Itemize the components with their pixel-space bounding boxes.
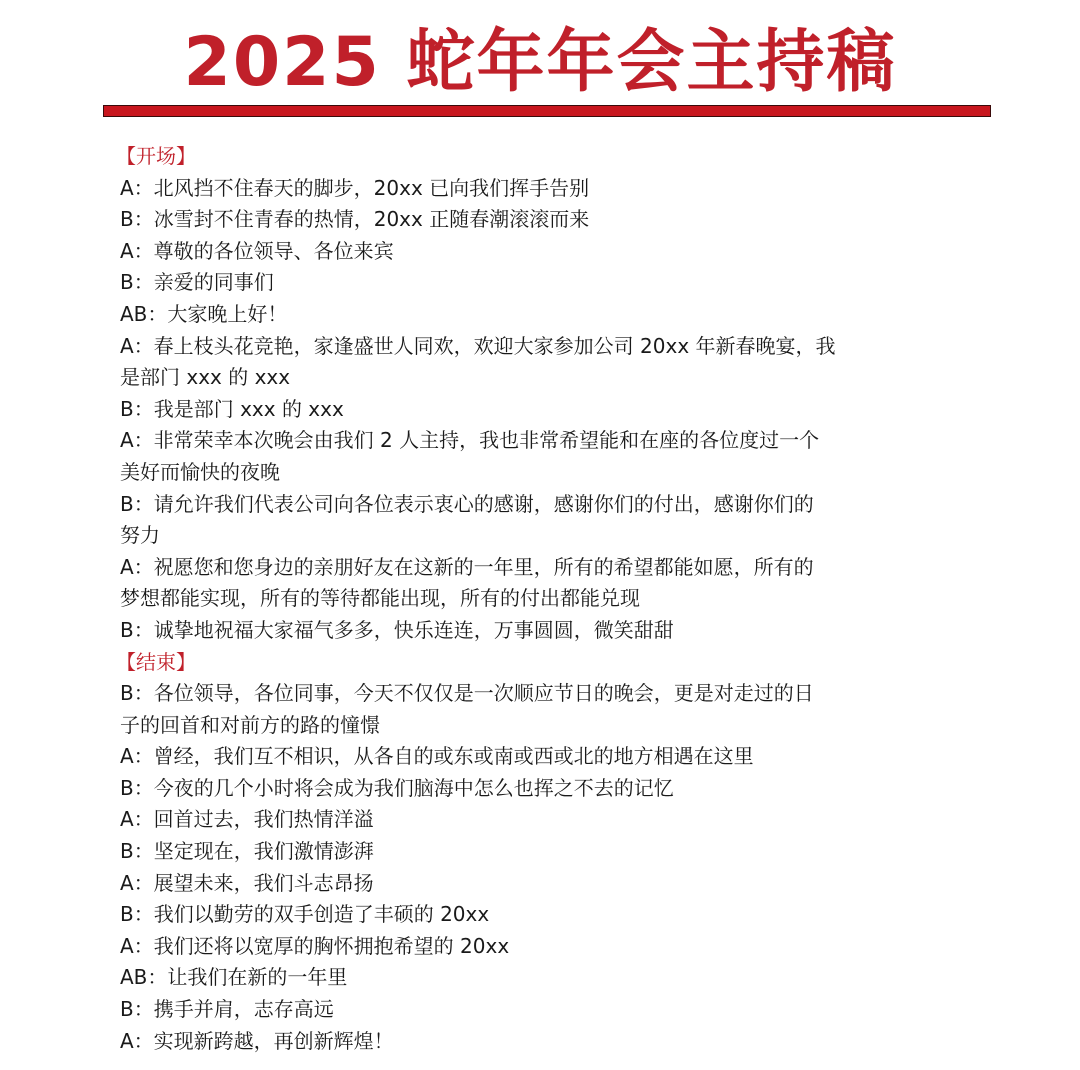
script-line: 子的回首和对前方的路的憧憬 bbox=[120, 712, 380, 737]
script-line: AB：让我们在新的一年里 bbox=[120, 965, 348, 990]
script-line: A：尊敬的各位领导、各位来宾 bbox=[120, 238, 394, 263]
script-line: A：展望未来，我们斗志昂扬 bbox=[120, 870, 374, 895]
title-divider bbox=[103, 105, 991, 117]
script-line: B：亲爱的同事们 bbox=[120, 270, 274, 295]
script-line: A：曾经，我们互不相识，从各自的或东或南或西或北的地方相遇在这里 bbox=[120, 744, 754, 769]
script-line: A：实现新跨越，再创新辉煌！ bbox=[120, 1028, 394, 1053]
script-line: 努力 bbox=[120, 523, 160, 548]
script-line: A：回首过去，我们热情洋溢 bbox=[120, 807, 374, 832]
script-line: B：请允许我们代表公司向各位表示衷心的感谢，感谢你们的付出，感谢你们的 bbox=[120, 491, 814, 516]
script-line: AB：大家晚上好！ bbox=[120, 301, 288, 326]
script-line: B：冰雪封不住青春的热情，20xx 正随春潮滚滚而来 bbox=[120, 207, 590, 232]
script-line: A：春上枝头花竞艳，家逢盛世人同欢，欢迎大家参加公司 20xx 年新春晚宴，我 bbox=[120, 333, 836, 358]
document-title: 2025 蛇年年会主持稿 bbox=[183, 23, 897, 102]
script-line: A：北风挡不住春天的脚步，20xx 已向我们挥手告别 bbox=[120, 175, 590, 200]
script-line: B：各位领导，各位同事，今天不仅仅是一次顺应节日的晚会，更是对走过的日 bbox=[120, 681, 814, 706]
section-heading: 【结束】 bbox=[116, 649, 196, 674]
script-line: 是部门 xxx 的 xxx bbox=[120, 365, 291, 390]
script-line: 梦想都能实现，所有的等待都能出现，所有的付出都能兑现 bbox=[120, 586, 640, 611]
script-line: A：祝愿您和您身边的亲朋好友在这新的一年里，所有的希望都能如愿，所有的 bbox=[120, 554, 814, 579]
script-line: B：携手并肩，志存高远 bbox=[120, 997, 334, 1022]
section-heading: 【开场】 bbox=[116, 144, 196, 168]
script-line: B：诚挚地祝福大家福气多多，快乐连连，万事圆圆，微笑甜甜 bbox=[120, 617, 674, 642]
script-line: B：我是部门 xxx 的 xxx bbox=[120, 396, 344, 421]
script-line: 美好而愉快的夜晚 bbox=[120, 459, 280, 484]
script-body bbox=[116, 141, 980, 1057]
script-line: A：非常荣幸本次晚会由我们 2 人主持，我也非常希望能和在座的各位度过一个 bbox=[120, 428, 820, 453]
script-line: B：坚定现在，我们激情澎湃 bbox=[120, 839, 374, 864]
script-line: B：今夜的几个小时将会成为我们脑海中怎么也挥之不去的记忆 bbox=[120, 775, 674, 800]
script-line: B：我们以勤劳的双手创造了丰硕的 20xx bbox=[120, 902, 490, 927]
script-line: A：我们还将以宽厚的胸怀拥抱希望的 20xx bbox=[120, 933, 510, 958]
